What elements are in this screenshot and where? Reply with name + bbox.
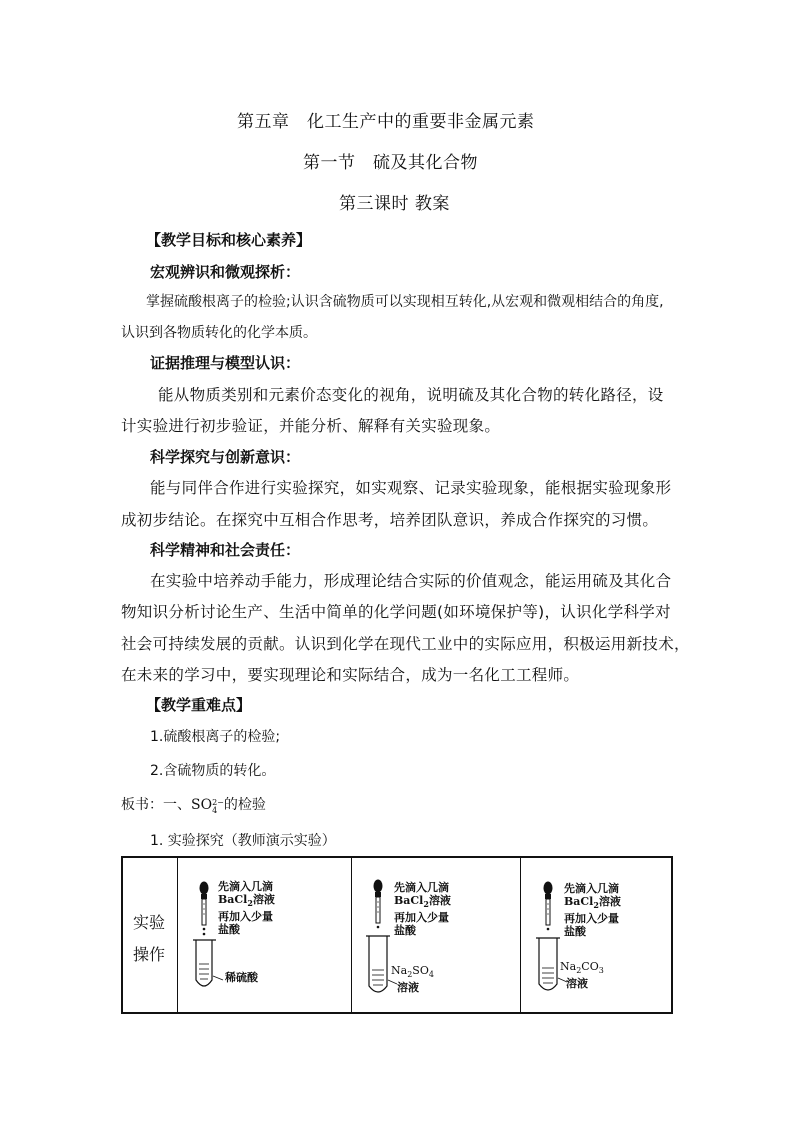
board-note bbox=[121, 794, 266, 815]
goal-title-2: 证据推理与模型认识： bbox=[150, 354, 301, 372]
reagent-label: 先滴入几滴 BaCl$_2$溶液 再加入少量 盐酸 bbox=[564, 882, 621, 939]
goal-title-3: 科学探究与创新意识： bbox=[150, 448, 301, 466]
chapter-title: 第五章 化工生产中的重要非金属元素 bbox=[237, 112, 535, 132]
board-suffix: 的检验 bbox=[223, 797, 266, 813]
goal-line: 在实验中培养动手能力，形成理论结合实际的价值观念，能运用硫及其化合 bbox=[150, 572, 672, 590]
table-divider bbox=[351, 858, 352, 1012]
goal-line: 掌握硫酸根离子的检验;认识含硫物质可以实现相互转化,从宏观和微观相结合的角度, bbox=[146, 294, 664, 310]
section-title: 第一节 硫及其化合物 bbox=[303, 153, 478, 173]
reagent-label: 先滴入几滴 BaCl$_2$溶液 再加入少量 盐酸 bbox=[218, 880, 275, 937]
goals-heading: 【教学目标和核心素养】 bbox=[146, 231, 312, 249]
keypoint-item: 1.硫酸根离子的检验; bbox=[150, 729, 281, 745]
solution-label: $Na_2SO_4$ 溶液 bbox=[391, 964, 434, 995]
goal-line: 计实验进行初步验证，并能分析、解释有关实验现象。 bbox=[121, 417, 501, 435]
goal-line: 能与同伴合作进行实验探究，如实观察、记录实验现象，能根据实验现象形 bbox=[150, 479, 672, 497]
goal-line: 在未来的学习中，要实现理论和实际结合，成为一名化工工程师。 bbox=[121, 666, 580, 684]
sulfate-ion: SO 2− 4 bbox=[191, 797, 224, 815]
solution-label: $Na_2CO_3$ 溶液 bbox=[560, 960, 604, 991]
goal-title-4: 科学精神和社会责任： bbox=[150, 541, 301, 559]
row-label: 操作 bbox=[133, 945, 166, 964]
keypoints-heading: 【教学重难点】 bbox=[146, 696, 252, 714]
reagent-label: 先滴入几滴 BaCl$_2$溶液 再加入少量 盐酸 bbox=[394, 881, 451, 938]
table-divider bbox=[177, 858, 178, 1012]
goal-line: 物知识分析讨论生产、生活中简单的化学问题(如环境保护等)，认识化学科学对 bbox=[121, 603, 671, 621]
row-label: 实验 bbox=[133, 913, 166, 932]
goal-line: 能从物质类别和元素价态变化的视角，说明硫及其化合物的转化路径，设 bbox=[158, 386, 664, 404]
lesson-title: 第三课时 教案 bbox=[339, 194, 450, 214]
experiment-table bbox=[121, 856, 673, 1014]
solution-label: 稀硫酸 bbox=[225, 971, 258, 984]
goal-line: 认识到各物质转化的化学本质。 bbox=[121, 325, 317, 341]
board-prefix: 板书：一、 bbox=[121, 797, 191, 813]
goal-line: 社会可持续发展的贡献。认识到化学在现代工业中的实际应用，积极运用新技术， bbox=[121, 635, 690, 653]
table-divider bbox=[520, 858, 521, 1012]
experiment-heading: 1. 实验探究（教师演示实验） bbox=[150, 833, 336, 849]
goal-line: 成初步结论。在探究中互相合作思考，培养团队意识，养成合作探究的习惯。 bbox=[121, 511, 659, 529]
keypoint-item: 2.含硫物质的转化。 bbox=[150, 763, 276, 779]
goal-title-1: 宏观辨识和微观探析： bbox=[150, 263, 301, 281]
